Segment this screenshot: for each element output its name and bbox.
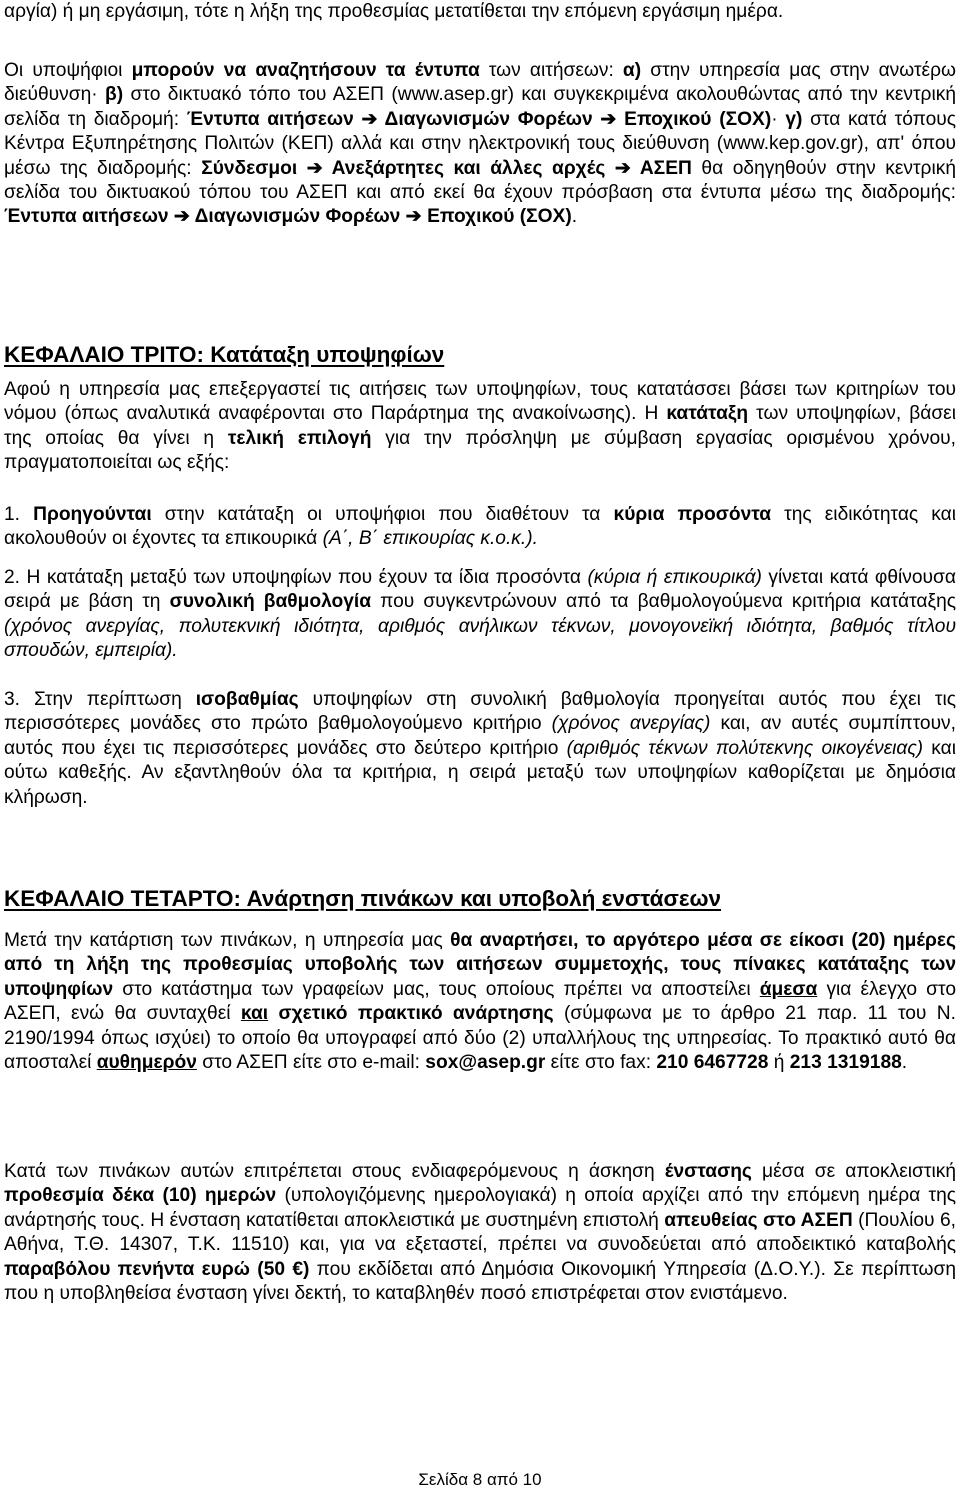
paragraph-application-forms: Οι υποψήφιοι μπορούν να αναζητήσουν τα έντυπα των αιτήσεων: α) στην υπηρεσία μας στην ανωτέρω διεύθυνση· β) στο δικτυακό τόπο του ΑΣΕΠ (www.asep.gr) και συγκεκριμένα ακολουθώντας από την κεντρική σελίδα τη διαδρομή: Έντυπα αιτήσεων ➔ Διαγωνισμών Φορέων ➔ Εποχικού (ΣΟΧ)· γ) στα κατά τόπους Κέντρα Εξυπηρέτησης Πολιτών (ΚΕΠ) αλλά και στην ηλεκτρονική τους διεύθυνση (www.kep.gov.gr), απ' όπου μέσω της διαδρομής: Σύνδεσμοι ➔ Ανεξάρτητες και άλλες αρχές ➔ ΑΣΕΠ θα οδηγηθούν στην κεντρική σελίδα του δικτυακού τόπου του ΑΣΕΠ και από εκεί θα έχουν πρόσβαση στα έντυπα μέσω της διαδρομής: Έντυπα αιτήσεων ➔ Διαγωνισμών Φορέων ➔ Εποχικού (ΣΟΧ).	[4, 60, 956, 228]
paragraph-deadline-continuation: αργία) ή μη εργάσιμη, τότε η λήξη της προθεσμίας μετατίθεται την επόμενη εργάσιμη ημέρα.	[4, 1, 784, 22]
page-number-footer: Σελίδα 8 από 10	[418, 1470, 542, 1489]
chapter-four-heading: ΚΕΦΑΛΑΙΟ ΤΕΤΑΡΤΟ: Ανάρτηση πινάκων και υποβολή ενστάσεων	[4, 886, 722, 911]
paragraph-ranking-rule-1: 1. Προηγούνται στην κατάταξη οι υποψήφιοι που διαθέτουν τα κύρια προσόντα της ειδικότητας και ακολουθούν οι έχοντες τα επικουρικά (Α΄, Β΄ επικουρίας κ.ο.κ.).	[4, 504, 956, 550]
paragraph-posting-tables: Μετά την κατάρτιση των πινάκων, η υπηρεσία μας θα αναρτήσει, το αργότερο μέσα σε είκοσι (20) ημέρες από τη λήξη της προθεσμίας υποβολής των αιτήσεων συμμετοχής, τους πίνακες κατάταξης των υποψηφίων στο κατάστημα των γραφείων μας, τους οποίους πρέπει να αποστείλει άμεσα για έλεγχο στο ΑΣΕΠ, ενώ θα συνταχθεί και σχετικό πρακτικό ανάρτησης (σύμφωνα με το άρθρο 21 παρ. 11 του Ν. 2190/1994 όπως ισχύει) το οποίο θα υπογραφεί από δύο (2) υπαλλήλους της υπηρεσίας. Το πρακτικό αυτό θα αποσταλεί αυθημερόν στο ΑΣΕΠ είτε στο e-mail: sox@asep.gr είτε στο fax: 210 6467728 ή 213 1319188.	[4, 930, 956, 1074]
paragraph-ranking-intro: Αφού η υπηρεσία μας επεξεργαστεί τις αιτήσεις των υποψηφίων, τους κατατάσσει βάσει των κριτηρίων του νόμου (όπως αναλυτικά αναφέρονται στο Παράρτημα της ανακοίνωσης). Η κατάταξη των υποψηφίων, βάσει της οποίας θα γίνει η τελική επιλογή για την πρόσληψη με σύμβαση εργασίας ορισμένου χρόνου, πραγματοποιείται ως εξής:	[4, 379, 956, 474]
chapter-three-heading: ΚΕΦΑΛΑΙΟ ΤΡΙΤΟ: Κατάταξη υποψηφίων	[4, 342, 445, 367]
paragraph-ranking-rule-2: 2. Η κατάταξη μεταξύ των υποψηφίων που έχουν τα ίδια προσόντα (κύρια ή επικουρικά) γίνεται κατά φθίνουσα σειρά με βάση τη συνολική βαθμολογία που συγκεντρώνουν από τα βαθμολογούμενα κριτήρια κατάταξης (χρόνος ανεργίας, πολυτεκνική ιδιότητα, αριθμός ανήλικων τέκνων, μονογονεϊκή ιδιότητα, βαθμός τίτλου σπουδών, εμπειρία).	[4, 567, 957, 662]
paragraph-ranking-rule-3: 3. Στην περίπτωση ισοβαθμίας υποψηφίων στη συνολική βαθμολογία προηγείται αυτός που έχει τις περισσότερες μονάδες στο πρώτο βαθμολογούμενο κριτήριο (χρόνος ανεργίας) και, αν αυτές συμπίπτουν, αυτός που έχει τις περισσότερες μονάδες στο δεύτερο κριτήριο (αριθμός τέκνων πολύτεκνης οικογένειας) και ούτω καθεξής. Αν εξαντληθούν όλα τα κριτήρια, η σειρά μεταξύ των υποψηφίων καθορίζεται με δημόσια κλήρωση.	[4, 689, 956, 808]
paragraph-objections: Κατά των πινάκων αυτών επιτρέπεται στους ενδιαφερόμενους η άσκηση ένστασης μέσα σε αποκλειστική προθεσμία δέκα (10) ημερών (υπολογιζόμενης ημερολογιακά) η οποία αρχίζει από την επόμενη ημέρα της ανάρτησής τους. Η ένσταση κατατίθεται αποκλειστικά με συστημένη επιστολή απευθείας στο ΑΣΕΠ (Πουλίου 6, Αθήνα, Τ.Θ. 14307, Τ.Κ. 11510) και, για να εξεταστεί, πρέπει να συνοδεύεται από αποδεικτικό καταβολής παραβόλου πενήντα ευρώ (50 €) που εκδίδεται από Δημόσια Οικονομική Υπηρεσία (Δ.Ο.Υ.). Σε περίπτωση που η υποβληθείσα ένσταση γίνει δεκτή, το καταβληθέν ποσό επιστρέφεται στον ενιστάμενο.	[4, 1161, 956, 1305]
